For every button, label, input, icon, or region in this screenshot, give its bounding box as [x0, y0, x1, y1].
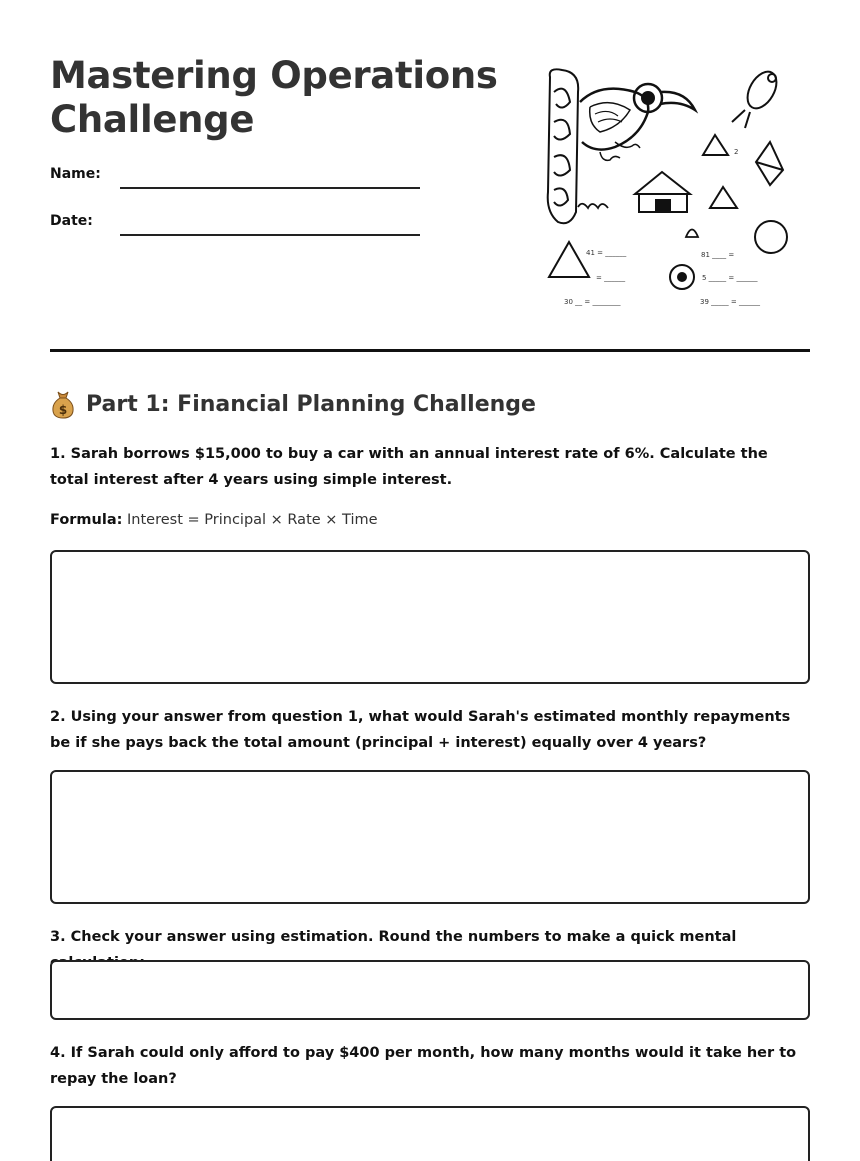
answer-box-2[interactable] — [50, 770, 810, 904]
title-line-2: Challenge — [50, 98, 255, 141]
formula — [50, 512, 378, 528]
section-title: Part 1: Financial Planning Challenge — [86, 391, 536, 417]
money-bag-icon — [50, 389, 76, 419]
section-heading — [50, 389, 536, 419]
answer-box-4[interactable] — [50, 1106, 810, 1161]
svg-text:$: $ — [58, 403, 68, 417]
question-3: 3. Check your answer using estimation. Round the numbers to make a quick mental — [50, 929, 737, 945]
page-title — [50, 54, 498, 142]
date-label: Date: — [50, 213, 93, 229]
equation-5: 5 _____ = ______ — [702, 274, 758, 282]
equation-2: = ______ — [596, 274, 626, 282]
equation-6: 39 _____ = ______ — [700, 298, 760, 306]
formula-label: Formula: — [50, 512, 123, 528]
equation-3: 30 __ = ________ — [564, 298, 621, 306]
name-field[interactable] — [120, 187, 420, 189]
title-line-1: Mastering Operations — [50, 54, 498, 97]
name-label: Name: — [50, 166, 101, 182]
formula-text: Interest = Principal × Rate × Time — [122, 512, 378, 528]
answer-box-3[interactable] — [50, 960, 810, 1020]
header-divider — [50, 349, 810, 352]
triangle-label: 2 — [734, 148, 739, 156]
maori-bird-and-shapes-illustration — [540, 62, 800, 317]
equation-1: 41 = ______ — [586, 249, 627, 257]
equation-4: 81 ____ = — [701, 251, 735, 259]
question-2: 2. Using your answer from question 1, what would Sarah's estimated monthly repayments be if she pays back the total amount (principal + interest) equally over 4 years? — [50, 709, 791, 751]
date-field[interactable] — [120, 234, 420, 236]
question-1: 1. Sarah borrows $15,000 to buy a car with an annual interest rate of 6%. Calculate the total interest after 4 years using simple interest. — [50, 446, 768, 488]
question-4: 4. If Sarah could only afford to pay $400 per month, how many months would it take her to repay the loan? — [50, 1045, 797, 1087]
answer-box-1[interactable] — [50, 550, 810, 684]
